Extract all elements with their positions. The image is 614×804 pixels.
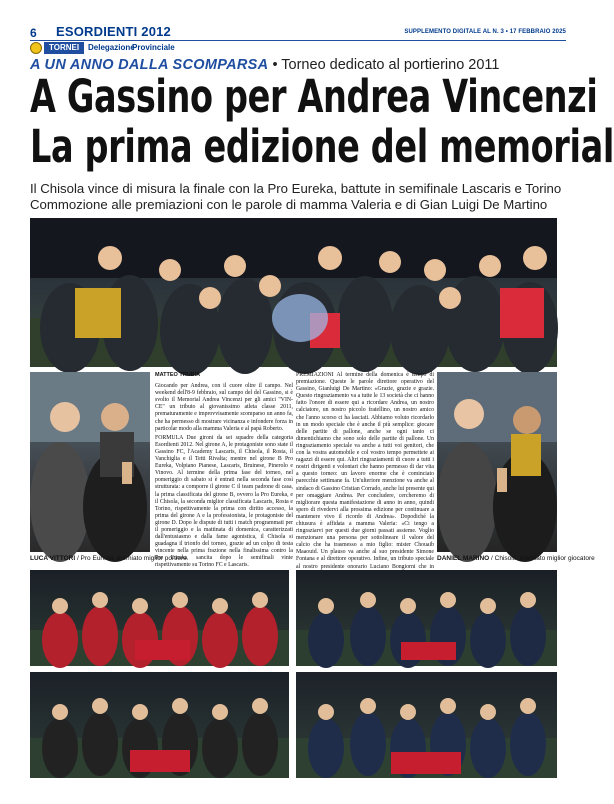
section-title: ESORDIENTI 2012 <box>56 24 171 39</box>
grid-photo-3-illustration <box>30 672 289 778</box>
page-number: 6 <box>30 26 37 40</box>
caption-right-name: DANIEL MARINO <box>437 555 490 562</box>
article-column-1 <box>155 372 293 572</box>
best-player-award-photo <box>437 372 557 552</box>
header-rule <box>30 40 566 41</box>
caption-right <box>437 555 595 562</box>
team-photo-4 <box>296 672 557 778</box>
grid-photo-4-illustration <box>296 672 557 778</box>
publication-line: SUPPLEMENTO DIGITALE AL N. 3 • 17 FEBBRAIO 2025 <box>404 29 566 35</box>
caption-left-text: / Pro Eureka, premiato miglior portiere <box>75 555 187 562</box>
subtitle-line-2: Commozione alle premiazioni con le parole di mamma Valeria e di Gian Luigi De Martino <box>30 197 548 212</box>
grid-photo-1-illustration <box>30 570 289 666</box>
goalkeeper-award-photo <box>30 372 150 552</box>
subtitle-line-1: Il Chisola vince di misura la finale con la Pro Eureka, battute in semifinale Lascaris e Torino <box>30 181 562 196</box>
grid-photo-2-illustration <box>296 570 557 666</box>
team-photo-3 <box>30 672 289 778</box>
team-photo-1 <box>30 570 289 666</box>
right-photo-illustration <box>437 372 557 552</box>
page-header <box>0 0 580 54</box>
tag-delegazione: Delegazione <box>88 43 135 52</box>
caption-left-name: LUCA VITTORI <box>30 555 76 562</box>
tag-provinciale: Provinciale <box>132 43 175 52</box>
main-team-photo <box>30 218 557 367</box>
tag-tornei: TORNEI <box>44 42 84 54</box>
team-photo-2 <box>296 570 557 666</box>
main-photo-illustration <box>30 218 557 367</box>
left-photo-illustration <box>30 372 150 552</box>
article-column-2 <box>296 372 434 587</box>
kicker-rest: • Torneo dedicato al portierino 2011 <box>268 57 500 73</box>
caption-right-text: / Chisola, premiato miglior giocatore <box>489 555 595 562</box>
headline-line-1: A Gassino per Andrea Vincenzi <box>30 70 598 123</box>
article-paragraph: FORMULA Due gironi da sei squadre della categoria Esordienti 2012. Nel girone A, le protagoniste sono state il Gassino FC, l'Academy Lascaris, il Chisola, il Rosta, il Vanchiglia e il Tetti Rivalta; mentre nel girone B Pro Eureka, Volpiano Pianese, Lascaris, Bruinese, Pinerolo e Vinovo. Al termine della prima fase del torneo, nel pomeriggio di sabato si è entrati nella seconda fase così strutturata: a comporre il girone C il team padrone di casa, la prima classificata del girone B, ovvero la Pro Eureka, e il Chisola, la seconda miglior classificata Lascaris, Rosta e Torino, rispettivamente la prima con diritto accesso, la prima del girone A e la professionista, le protagoniste del girone D. Dopo le dispute di tutti i match programmati per il pomeriggio e la mattinata di domenica, caratterizzati dall'entusiasmo e dalla fame agonistica, il Chisola si guadagna il trionfo del torneo, grazie ad un colpo di testa vincente nella prima frazione nella finalissima contro la Pro Eureka, sancita dopo le semifinali vinte rispettivamente su Torino FC e Lascaris. <box>155 434 293 569</box>
headline-line-2: La prima edizione del memorial <box>30 120 614 173</box>
kicker-highlight: A UN ANNO DALLA SCOMPARSA <box>30 57 269 73</box>
article-paragraph: PREMIAZIONI Al termine della domenica è tempo di premiazione. Queste le parole direttore operativo del Gassino, Gianluigi De Martino: «Grazie, grazie e grazie. Questo ringraziamento va a tutte le 13 società che ci hanno fatto l'onore di essere qui a ricordare Andrea, un nostro calciatore, un nostro piccolo fratellino, un nostro amico che l'anno scorso ci ha lasciati. Abbiamo voluto ricordarlo in un modo speciale che è anche il più semplice: giocare delle partite di pallone, anche se ogni tanto ci dimentichiamo che sono solo delle partite di pallone. Un ringraziamento speciale va anche a tutti voi genitori, che con la vostra automobile e col vostro tempo permettete ai ragazzi di essere qui. Altri ringraziamenti di cuore a tutti i nostri dirigenti e volontari che hanno permesso di dar vita a questo torneo: un lavoro enorme che è cominciato parecchie settimane fa. Un'ulteriore menzione va anche al sindaco di Gassino Cristian Corrado, anche lui presente qui per omaggiare Andrea. Per concludere, cercheremo di migliorare questa manifestazione di anno in anno, quindi spero di rivedervi alla prossima edizione per continuare a mantenere vivo il ricordo di Andrea». Dopodiché la chiusura è affidata a mamma Valeria: «Ci tengo a ringraziarvi per questi due giorni passati assieme. Voglio menzionare una persona per sottolineare il valore del calcio che ha trasmesso a mio figlio: mister Chouaib Maaouid. Un plauso va anche al suo presidente Simone Fontana e al direttore operativo. Infine, un tributo speciale al nostro presidente onorario Luciano Bongiorni che in <box>296 372 434 570</box>
article-author: MATTEO TRUBIA <box>155 372 201 378</box>
ball-badge-icon <box>30 42 42 54</box>
article-paragraph: Giocando per Andrea, con il cuore oltre il campo. Nel weekend dell'8-9 febbraio, sul campo del del Gassino, si è svolto il Memorial Andrea Vincenzi per gli amici "VIN-CE" un tributo al giovanissimo atleta classe 2011, prematuramente e improvvisamente scomparso un anno fa, che ha permesso di mostrare vicinanza e infondere forza in particolar modo alla mamma Valeria e al papà Roberto. <box>155 383 293 432</box>
